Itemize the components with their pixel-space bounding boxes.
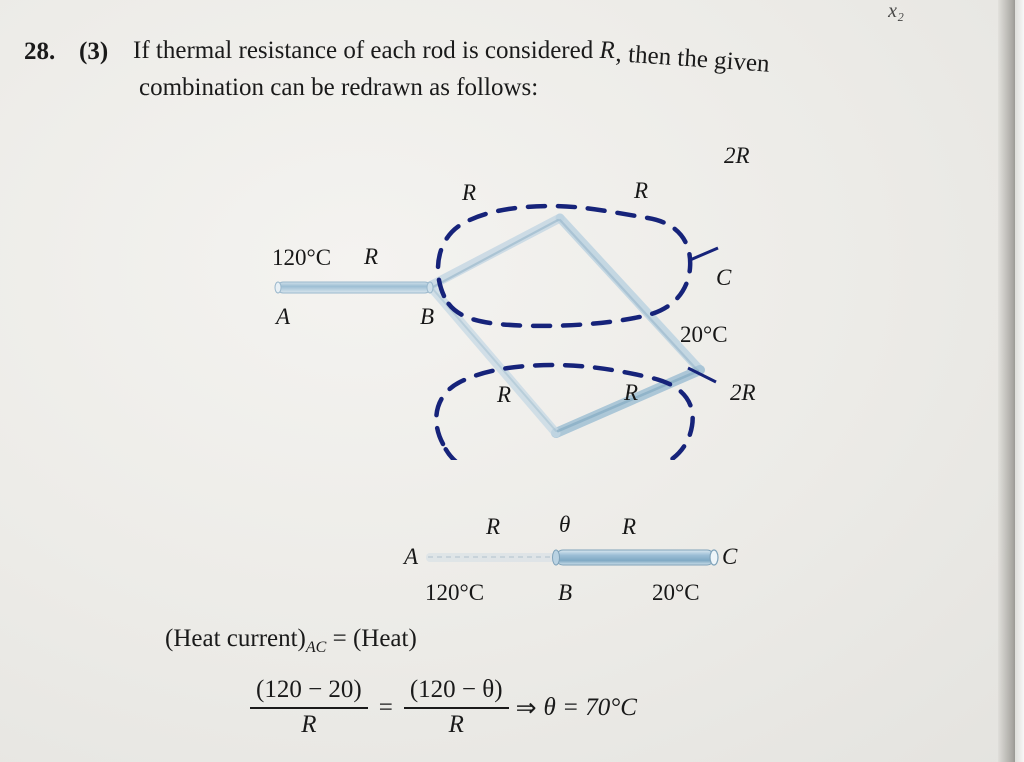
question-line-1-after: , then the given — [614, 40, 771, 78]
fig2-label-node-b: B — [558, 580, 573, 605]
fraction-right-numerator: (120 − θ) — [409, 676, 503, 703]
fraction-right-denominator: R — [448, 710, 464, 738]
fig2-label-right-r: R — [622, 514, 637, 539]
equation-result: θ = 70°C — [543, 693, 637, 721]
question-option: (3) — [79, 38, 109, 65]
label-temp-hot: 120°C — [272, 245, 332, 270]
fig2-label-left-r: R — [486, 514, 501, 539]
figure-single-rod — [0, 500, 1024, 620]
fraction-left — [250, 676, 368, 740]
fig2-label-temp-hot: 120°C — [425, 580, 485, 605]
label-node-b: B — [420, 304, 435, 329]
equation-fraction-row — [250, 676, 637, 740]
leader-top-2r — [690, 248, 718, 260]
label-top-right-r: R — [634, 178, 649, 203]
question-line-1-var: R — [599, 37, 615, 64]
figure-rhombus-network — [0, 100, 1024, 460]
label-bottom-right-r: R — [624, 380, 639, 405]
clipped-top-text: x₂ — [888, 0, 904, 22]
rod-ab-segment — [426, 553, 558, 562]
figure-single-rod-svg — [0, 500, 1024, 620]
implies-sign: ⇒ — [515, 694, 537, 722]
fig2-label-theta: θ — [559, 512, 571, 537]
equals-sign: = — [378, 693, 393, 721]
figure-rhombus-svg — [0, 100, 1024, 460]
fraction-right-bar — [404, 707, 509, 709]
equation-heat-current — [165, 625, 417, 657]
label-temp-cold: 20°C — [680, 322, 728, 347]
equation-heat-current-text: (Heat current) — [165, 625, 306, 652]
fraction-left-denominator: R — [301, 710, 317, 738]
fig2-label-node-a: A — [404, 544, 419, 569]
dashed-group-bottom — [436, 365, 692, 460]
fraction-right — [404, 676, 509, 740]
label-top-2r: 2R — [724, 143, 750, 168]
rod-ab — [275, 282, 433, 293]
label-bottom-2r: 2R — [730, 380, 756, 405]
question-number: 28. — [24, 38, 56, 65]
label-top-left-r: R — [462, 180, 477, 205]
label-rod-r: R — [364, 244, 379, 269]
label-bottom-left-r: R — [497, 382, 512, 407]
fig2-label-temp-cold: 20°C — [652, 580, 700, 605]
fig2-label-node-c: C — [722, 544, 738, 569]
fraction-left-numerator: (120 − 20) — [256, 676, 362, 703]
equation-heat-current-sub: AC — [305, 639, 327, 656]
question-line-1 — [133, 37, 771, 78]
question-line-1-before: If thermal resistance of each rod is considered — [133, 37, 600, 64]
question-line-2: combination can be redrawn as follows: — [139, 74, 539, 101]
fraction-left-bar — [250, 707, 368, 709]
label-node-c: C — [716, 265, 732, 290]
rod-bc-segment — [553, 550, 719, 565]
equation-heat-current-rest: = (Heat) — [332, 625, 417, 652]
label-node-a: A — [276, 304, 291, 329]
